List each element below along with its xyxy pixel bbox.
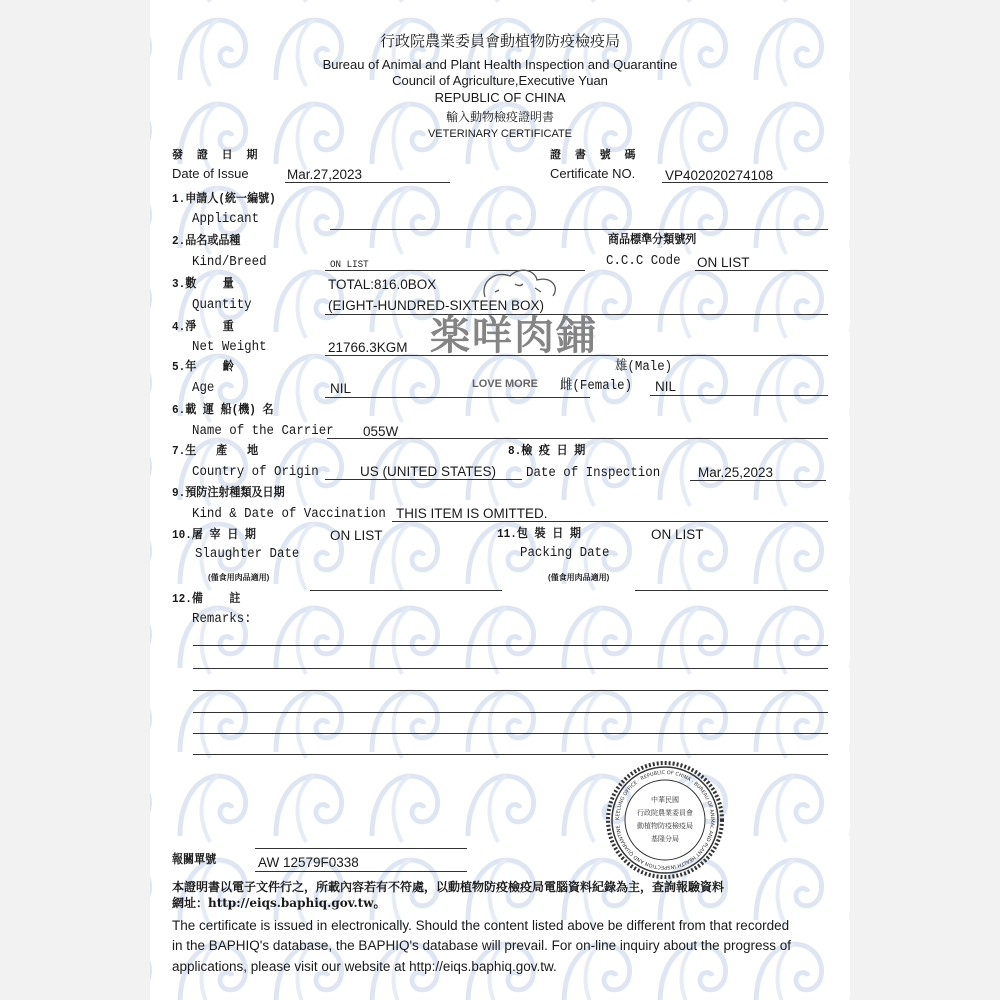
customs-number: AW 12579F0338	[258, 855, 359, 870]
bureau-title-zh: 行政院農業委員會動植物防疫檢疫局	[379, 33, 620, 50]
bureau-title-en: Bureau of Animal and Plant Health Inspection and Quarantine	[322, 57, 678, 72]
underline	[635, 590, 828, 591]
inspection-date: Mar.25,2023	[698, 465, 774, 480]
underline	[310, 590, 502, 591]
weight-value: 21766.3KGM	[328, 340, 408, 355]
remarks-label: Remarks:	[192, 612, 252, 627]
cert-no-label-zh: 證 書 號 碼	[550, 148, 641, 161]
age-label-zh: 5.年 齡	[172, 360, 234, 374]
slaughter-value: ON LIST	[330, 528, 383, 543]
sex-value: NIL	[655, 379, 677, 394]
packing-label-zh: 11.包 裝 日 期	[497, 527, 581, 541]
vaccination-label: Kind & Date of Vaccination	[192, 507, 386, 522]
svg-text:KEELUNG OFFICE · REPUBLIC OF C: KEELUNG OFFICE · REPUBLIC OF CHINA · BUREAU OF ANIMAL AND PLANT HEALTH INSPECTION AND QUARANTINE	[614, 769, 716, 871]
inspection-label: Date of Inspection	[526, 466, 661, 481]
underline	[662, 182, 828, 183]
remarks-line	[193, 754, 828, 755]
remarks-line	[193, 733, 828, 734]
cert-no-label: Certificate NO.	[550, 166, 636, 181]
male-label: 雄(Male)	[615, 360, 673, 375]
ccc-label: C.C.C Code	[606, 254, 681, 269]
origin-value: US (UNITED STATES)	[360, 464, 497, 479]
age-label: Age	[192, 381, 215, 396]
female-label: 雌(Female)	[560, 379, 633, 394]
shop-logo-watermark: 楽咩肉鋪	[430, 313, 598, 359]
carrier-label-zh: 6.載 運 船(機) 名	[172, 403, 274, 417]
quantity-label: Quantity	[192, 298, 252, 313]
quantity-total: TOTAL:816.0BOX	[328, 277, 437, 292]
issue-label-zh: 發 證 日 期	[172, 148, 263, 161]
underline	[650, 395, 828, 396]
inspection-label-zh: 8.檢 疫 日 期	[508, 444, 586, 458]
council-title: Council of Agriculture,Executive Yuan	[392, 73, 608, 88]
slaughter-label: Slaughter Date	[195, 547, 300, 562]
weight-label: Net Weight	[192, 340, 267, 355]
official-seal	[605, 760, 725, 880]
veterinary-certificate	[150, 0, 850, 1000]
vaccination-label-zh: 9.預防注射種類及日期	[172, 486, 285, 500]
cert-no-value: VP402020274108	[665, 168, 774, 183]
remarks-line	[193, 668, 828, 669]
weight-label-zh: 4.淨 重	[172, 320, 234, 334]
svg-text:行政院農業委員會: 行政院農業委員會	[637, 810, 693, 817]
vaccination-value: THIS ITEM IS OMITTED.	[396, 506, 548, 521]
slaughter-label-zh: 10.屠 宰 日 期	[172, 528, 256, 542]
carrier-value: 055W	[363, 424, 399, 439]
footer-note-en-2: in the BAPHIQ's database, the BAPHIQ's database will prevail. For on-line inquiry about the progress of	[172, 938, 791, 953]
svg-text:基隆分局: 基隆分局	[651, 836, 679, 843]
underline	[327, 438, 828, 439]
issue-date: Mar.27,2023	[287, 167, 363, 182]
age-value: NIL	[330, 381, 352, 396]
footer-note-zh-2: 網址：http://eiqs.baphiq.gov.tw。	[172, 896, 386, 910]
applicant-label: Applicant	[192, 212, 260, 227]
country-title: REPUBLIC OF CHINA	[434, 90, 566, 105]
shop-tagline-watermark: LOVE MORE	[472, 378, 539, 390]
origin-label: Country of Origin	[192, 465, 319, 480]
quantity-label-zh: 3.數 量	[172, 277, 234, 291]
carrier-label: Name of the Carrier	[192, 424, 334, 439]
applicant-underline	[330, 229, 828, 230]
remarks-line	[193, 645, 828, 646]
slaughter-note: (僅食用肉品適用)	[208, 573, 270, 582]
footer-note-zh-1: 本證明書以電子文件行之，所載內容若有不符處，以動植物防疫檢疫局電腦資料紀錄為主，查詢報驗資料	[172, 880, 725, 894]
cert-title-zh: 輸入動物檢疫證明書	[445, 110, 554, 124]
kind-label: Kind/Breed	[192, 255, 267, 270]
underline	[255, 871, 467, 872]
underline	[325, 479, 522, 480]
footer-note-en-1: The certificate is issued in electronically. Should the content listed above be different from that recorded	[172, 918, 790, 933]
packing-note: (僅食用肉品適用)	[548, 573, 610, 582]
underline	[392, 521, 828, 522]
sheep-doodle-watermark	[475, 262, 575, 312]
kind-value: ON LIST	[330, 260, 369, 271]
customs-label-zh: 報關單號	[172, 853, 217, 867]
quantity-words: (EIGHT-HUNDRED-SIXTEEN BOX)	[328, 298, 545, 313]
issue-label: Date of Issue	[172, 166, 249, 181]
underline	[695, 270, 828, 271]
footer-note-en-3: applications, please visit our website at http://eiqs.baphiq.gov.tw.	[172, 959, 557, 974]
underline	[690, 480, 826, 481]
ccc-value: ON LIST	[697, 255, 750, 270]
kind-label-zh: 2.品名或品種	[172, 234, 241, 248]
svg-text:動植物防疫檢疫局: 動植物防疫檢疫局	[637, 823, 693, 830]
applicant-label-zh: 1.申請人(統一編號)	[172, 192, 276, 206]
underline	[255, 848, 467, 849]
origin-label-zh: 7.生 產 地	[172, 444, 259, 458]
remarks-line	[193, 712, 828, 713]
underline	[285, 182, 450, 183]
remarks-label-zh: 12.備 註	[172, 592, 241, 606]
packing-label: Packing Date	[520, 546, 610, 561]
cert-title-en: VETERINARY CERTIFICATE	[427, 128, 573, 140]
svg-text:中華民國: 中華民國	[651, 797, 679, 804]
remarks-line	[193, 690, 828, 691]
ccc-label-zh: 商品標準分類號列	[608, 233, 697, 247]
underline	[325, 397, 590, 398]
packing-value: ON LIST	[651, 527, 704, 542]
